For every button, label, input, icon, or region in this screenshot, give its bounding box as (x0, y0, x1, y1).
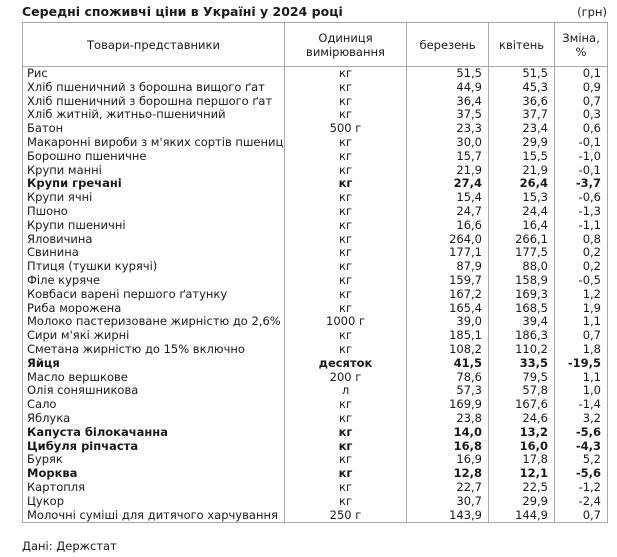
table-row (23, 260, 608, 274)
product-name: Сири м'які жирні (23, 329, 285, 343)
product-name: Крупи ячні (23, 191, 285, 205)
product-name: Птиця (тушки курячі) (23, 260, 285, 274)
april-price: 186,3 (489, 329, 555, 343)
change-percent: 0,7 (555, 329, 608, 343)
april-price: 29,9 (489, 495, 555, 509)
unit-cell: кг (285, 233, 407, 247)
product-name: Риба морожена (23, 302, 285, 316)
change-percent: -5,6 (555, 426, 608, 440)
change-percent: -1,4 (555, 398, 608, 412)
change-percent: 0,3 (555, 108, 608, 122)
april-price: 24,4 (489, 205, 555, 219)
table-row (23, 288, 608, 302)
unit-cell: кг (285, 398, 407, 412)
march-price: 30,0 (407, 136, 489, 150)
april-price: 15,3 (489, 191, 555, 205)
march-price: 23,8 (407, 412, 489, 426)
march-price: 39,0 (407, 315, 489, 329)
unit-cell: л (285, 384, 407, 398)
change-percent: 0,7 (555, 509, 608, 523)
unit-cell: 250 г (285, 509, 407, 523)
change-percent: -0,5 (555, 274, 608, 288)
unit-cell: кг (285, 246, 407, 260)
table-row (23, 398, 608, 412)
change-percent: 1,1 (555, 371, 608, 385)
currency-note: (грн) (577, 5, 607, 19)
product-name: Хліб пшеничний з борошна першого ґат (23, 95, 285, 109)
table-row (23, 426, 608, 440)
table-row (23, 384, 608, 398)
product-name: Картопля (23, 481, 285, 495)
unit-cell: кг (285, 467, 407, 481)
change-percent: 0,8 (555, 233, 608, 247)
header-unit: Одиниця вимірювання (285, 23, 407, 67)
unit-cell: 500 г (285, 122, 407, 136)
product-name: Олія соняшникова (23, 384, 285, 398)
unit-cell: кг (285, 191, 407, 205)
change-percent: -19,5 (555, 357, 608, 371)
april-price: 88,0 (489, 260, 555, 274)
april-price: 110,2 (489, 343, 555, 357)
product-name: Масло вершкове (23, 371, 285, 385)
april-price: 16,4 (489, 219, 555, 233)
april-price: 39,4 (489, 315, 555, 329)
product-name: Буряк (23, 453, 285, 467)
unit-cell: кг (285, 495, 407, 509)
header-april: квітень (489, 23, 555, 67)
change-percent: -5,6 (555, 467, 608, 481)
april-price: 15,5 (489, 150, 555, 164)
unit-cell: кг (285, 177, 407, 191)
unit-cell: кг (285, 453, 407, 467)
unit-cell: кг (285, 260, 407, 274)
change-percent: -1,0 (555, 150, 608, 164)
unit-cell: кг (285, 67, 407, 81)
unit-cell: кг (285, 329, 407, 343)
change-percent: 0,6 (555, 122, 608, 136)
change-percent: -0,1 (555, 164, 608, 178)
unit-cell: кг (285, 136, 407, 150)
table-row (23, 108, 608, 122)
product-name: Яблука (23, 412, 285, 426)
april-price: 23,4 (489, 122, 555, 136)
change-percent: 3,2 (555, 412, 608, 426)
april-price: 21,9 (489, 164, 555, 178)
march-price: 57,3 (407, 384, 489, 398)
march-price: 21,9 (407, 164, 489, 178)
product-name: Молоко пастеризоване жирністю до 2,6% (23, 315, 285, 329)
product-name: Сало (23, 398, 285, 412)
table-row (23, 467, 608, 481)
march-price: 185,1 (407, 329, 489, 343)
march-price: 159,7 (407, 274, 489, 288)
change-percent: -3,7 (555, 177, 608, 191)
april-price: 17,8 (489, 453, 555, 467)
unit-cell: кг (285, 412, 407, 426)
table-header-row (23, 23, 608, 67)
table-row (23, 481, 608, 495)
march-price: 51,5 (407, 67, 489, 81)
march-price: 177,1 (407, 246, 489, 260)
march-price: 16,9 (407, 453, 489, 467)
product-name: Капуста білокачанна (23, 426, 285, 440)
march-price: 44,9 (407, 81, 489, 95)
product-name: Борошно пшеничне (23, 150, 285, 164)
april-price: 167,6 (489, 398, 555, 412)
april-price: 26,4 (489, 177, 555, 191)
change-percent: 0,9 (555, 81, 608, 95)
product-name: Пшоно (23, 205, 285, 219)
product-name: Крупи манні (23, 164, 285, 178)
table-row (23, 67, 608, 81)
change-percent: 1,9 (555, 302, 608, 316)
unit-cell: кг (285, 426, 407, 440)
april-price: 177,5 (489, 246, 555, 260)
product-name: Яйця (23, 357, 285, 371)
header-change: Зміна, % (555, 23, 608, 67)
change-percent: 1,2 (555, 288, 608, 302)
product-name: Свинина (23, 246, 285, 260)
march-price: 169,9 (407, 398, 489, 412)
march-price: 167,2 (407, 288, 489, 302)
product-name: Морква (23, 467, 285, 481)
table-row (23, 440, 608, 454)
unit-cell: кг (285, 150, 407, 164)
april-price: 22,5 (489, 481, 555, 495)
unit-cell: кг (285, 440, 407, 454)
table-row (23, 246, 608, 260)
change-percent: 0,1 (555, 67, 608, 81)
march-price: 27,4 (407, 177, 489, 191)
march-price: 16,8 (407, 440, 489, 454)
march-price: 22,7 (407, 481, 489, 495)
product-name: Сметана жирністю до 15% включно (23, 343, 285, 357)
product-name: Крупи гречані (23, 177, 285, 191)
march-price: 264,0 (407, 233, 489, 247)
product-name: Яловичина (23, 233, 285, 247)
march-price: 16,6 (407, 219, 489, 233)
april-price: 37,7 (489, 108, 555, 122)
april-price: 36,6 (489, 95, 555, 109)
unit-cell: кг (285, 164, 407, 178)
april-price: 12,1 (489, 467, 555, 481)
table-row (23, 343, 608, 357)
change-percent: -1,2 (555, 481, 608, 495)
april-price: 144,9 (489, 509, 555, 523)
march-price: 36,4 (407, 95, 489, 109)
march-price: 12,8 (407, 467, 489, 481)
unit-cell: кг (285, 219, 407, 233)
april-price: 158,9 (489, 274, 555, 288)
april-price: 16,0 (489, 440, 555, 454)
change-percent: -2,4 (555, 495, 608, 509)
price-table (22, 22, 608, 523)
march-price: 41,5 (407, 357, 489, 371)
change-percent: -1,3 (555, 205, 608, 219)
product-name: Хліб пшеничний з борошна вищого ґат (23, 81, 285, 95)
table-row (23, 371, 608, 385)
product-name: Макаронні вироби з м'яких сортів пшениц (23, 136, 285, 150)
table-row (23, 122, 608, 136)
table-row (23, 357, 608, 371)
page-title: Середні споживчі ціни в Україні у 2024 році (22, 4, 343, 19)
unit-cell: кг (285, 274, 407, 288)
march-price: 78,6 (407, 371, 489, 385)
header-product: Товари-представники (23, 23, 285, 67)
product-name: Батон (23, 122, 285, 136)
april-price: 57,8 (489, 384, 555, 398)
change-percent: 0,2 (555, 260, 608, 274)
table-row (23, 150, 608, 164)
unit-cell: кг (285, 108, 407, 122)
unit-cell: кг (285, 288, 407, 302)
product-name: Цибуля ріпчаста (23, 440, 285, 454)
unit-cell: десяток (285, 357, 407, 371)
table-row (23, 81, 608, 95)
april-price: 29,9 (489, 136, 555, 150)
title-row (22, 4, 607, 20)
april-price: 45,3 (489, 81, 555, 95)
unit-cell: кг (285, 481, 407, 495)
table-row (23, 412, 608, 426)
march-price: 23,3 (407, 122, 489, 136)
unit-cell: кг (285, 81, 407, 95)
unit-cell: кг (285, 205, 407, 219)
unit-cell: кг (285, 95, 407, 109)
march-price: 165,4 (407, 302, 489, 316)
unit-cell: 200 г (285, 371, 407, 385)
product-name: Хліб житній, житньо-пшеничний (23, 108, 285, 122)
april-price: 266,1 (489, 233, 555, 247)
table-body (23, 67, 608, 523)
change-percent: 1,0 (555, 384, 608, 398)
change-percent: -1,1 (555, 219, 608, 233)
march-price: 24,7 (407, 205, 489, 219)
table-row (23, 136, 608, 150)
march-price: 143,9 (407, 509, 489, 523)
table-row (23, 329, 608, 343)
product-name: Крупи пшеничні (23, 219, 285, 233)
product-name: Філе куряче (23, 274, 285, 288)
product-name: Цукор (23, 495, 285, 509)
table-row (23, 302, 608, 316)
change-percent: 1,8 (555, 343, 608, 357)
april-price: 13,2 (489, 426, 555, 440)
table-row (23, 453, 608, 467)
table-row (23, 164, 608, 178)
april-price: 51,5 (489, 67, 555, 81)
change-percent: -4,3 (555, 440, 608, 454)
table-row (23, 219, 608, 233)
unit-cell: кг (285, 302, 407, 316)
march-price: 15,7 (407, 150, 489, 164)
april-price: 169,3 (489, 288, 555, 302)
march-price: 87,9 (407, 260, 489, 274)
change-percent: 0,7 (555, 95, 608, 109)
march-price: 37,5 (407, 108, 489, 122)
change-percent: -0,1 (555, 136, 608, 150)
unit-cell: 1000 г (285, 315, 407, 329)
table-row (23, 274, 608, 288)
march-price: 15,4 (407, 191, 489, 205)
product-name: Рис (23, 67, 285, 81)
unit-cell: кг (285, 343, 407, 357)
table-row (23, 495, 608, 509)
table-row (23, 315, 608, 329)
product-name: Ковбаси варені першого ґатунку (23, 288, 285, 302)
table-row (23, 191, 608, 205)
april-price: 79,5 (489, 371, 555, 385)
april-price: 33,5 (489, 357, 555, 371)
change-percent: -0,6 (555, 191, 608, 205)
table-row (23, 205, 608, 219)
march-price: 108,2 (407, 343, 489, 357)
source-note: Дані: Держстат (22, 539, 117, 553)
table-row (23, 177, 608, 191)
table-row (23, 95, 608, 109)
change-percent: 1,1 (555, 315, 608, 329)
change-percent: 5,2 (555, 453, 608, 467)
table-row (23, 509, 608, 523)
header-march: березень (407, 23, 489, 67)
product-name: Молочні суміші для дитячого харчування (23, 509, 285, 523)
march-price: 30,7 (407, 495, 489, 509)
table-row (23, 233, 608, 247)
april-price: 24,6 (489, 412, 555, 426)
april-price: 168,5 (489, 302, 555, 316)
change-percent: 0,2 (555, 246, 608, 260)
march-price: 14,0 (407, 426, 489, 440)
